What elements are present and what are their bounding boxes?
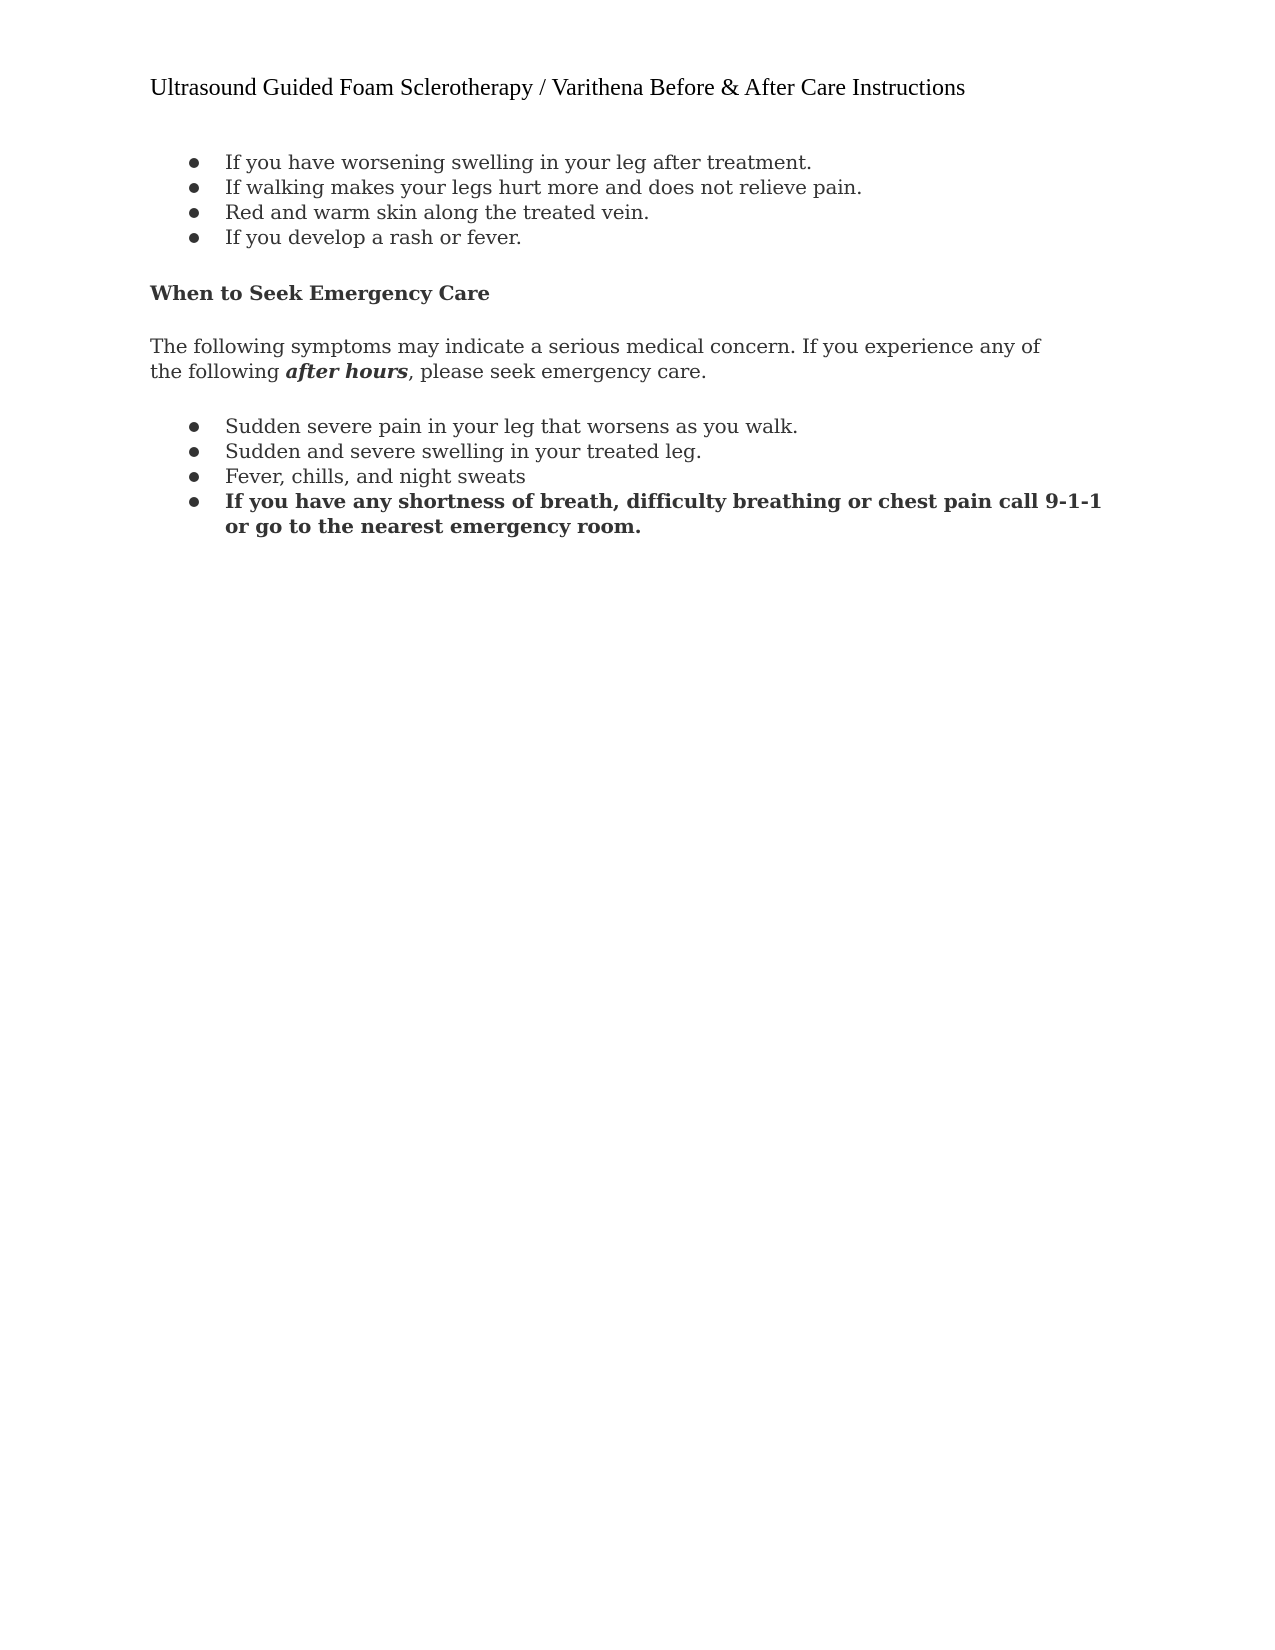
emergency-symptoms-list — [150, 414, 1110, 539]
list-item — [150, 175, 1110, 200]
list-item — [150, 489, 1110, 539]
list-item — [150, 150, 1110, 175]
bullet-icon — [189, 497, 199, 507]
list-item — [150, 439, 1110, 464]
list-item-text: Sudden and severe swelling in your treated leg. — [225, 439, 702, 463]
bullet-icon — [189, 183, 199, 193]
bullet-icon — [189, 233, 199, 243]
list-item-text: If you have worsening swelling in your leg after treatment. — [225, 150, 813, 174]
emergency-care-heading: When to Seek Emergency Care — [150, 281, 490, 305]
emergency-intro-paragraph — [150, 334, 1070, 384]
bullet-icon — [189, 208, 199, 218]
intro-text-end: , please seek emergency care. — [407, 359, 707, 383]
bullet-icon — [189, 472, 199, 482]
list-item — [150, 464, 1110, 489]
bullet-icon — [189, 422, 199, 432]
bullet-icon — [189, 158, 199, 168]
list-item-text: Fever, chills, and night sweats — [225, 464, 526, 488]
list-item-text: If you have any shortness of breath, difficulty breathing or chest pain call 9-1-1 or go to the nearest emergency room. — [225, 489, 1103, 538]
list-item-text: If walking makes your legs hurt more and does not relieve pain. — [225, 175, 863, 199]
document-title: Ultrasound Guided Foam Sclerotherapy / Varithena Before & After Care Instructions — [150, 75, 966, 101]
list-item-text: Red and warm skin along the treated vein. — [225, 200, 650, 224]
list-item — [150, 225, 1110, 250]
list-item-text: Sudden severe pain in your leg that worsens as you walk. — [225, 414, 799, 438]
warning-signs-list — [150, 150, 1110, 250]
after-hours-emphasis: after hours — [285, 359, 408, 383]
list-item — [150, 200, 1110, 225]
list-item — [150, 414, 1110, 439]
bullet-icon — [189, 447, 199, 457]
list-item-text: If you develop a rash or fever. — [225, 225, 522, 249]
intro-text-start: The following symptoms may indicate a serious medical concern. If you experience any of the following — [150, 334, 1040, 383]
